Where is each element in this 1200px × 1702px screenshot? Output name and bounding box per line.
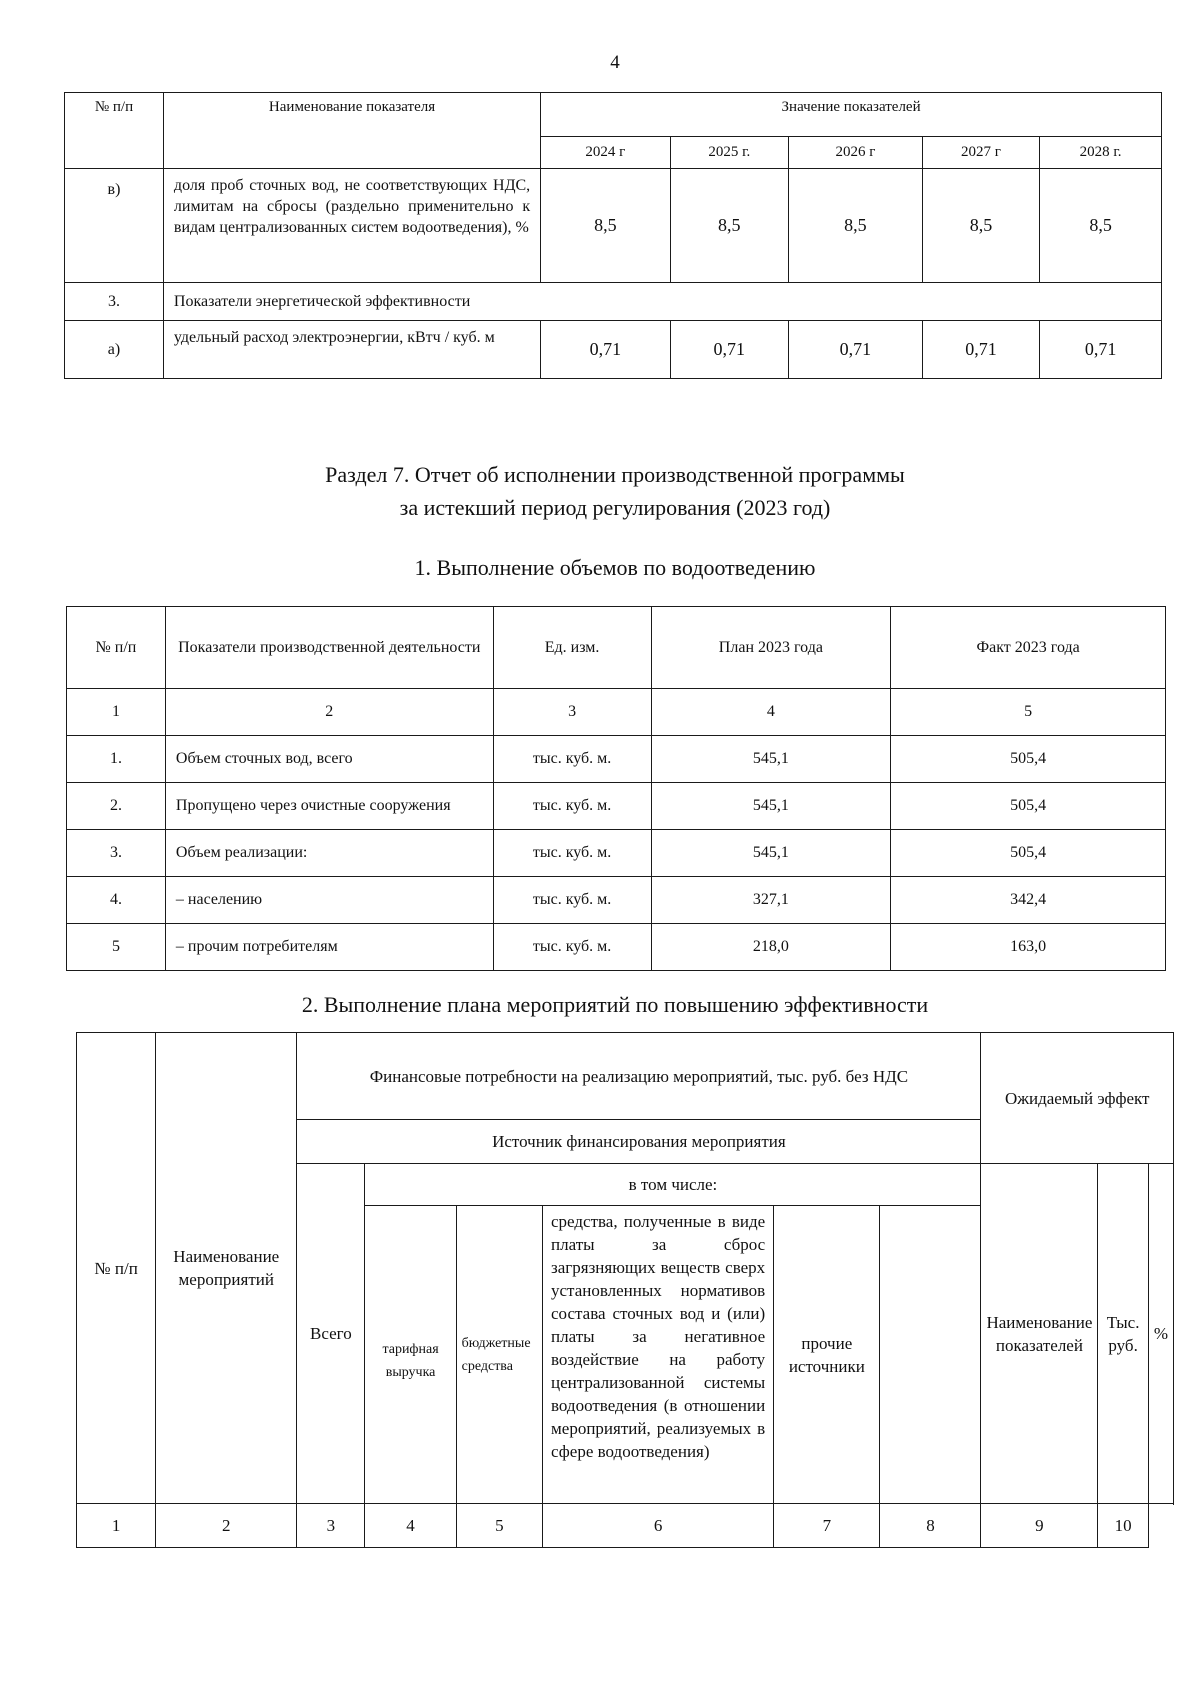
header-fees: средства, полученные в виде платы за сброс загрязняющих веществ сверх установленных нормативов состава сточных вод и (или) платы за негативное воздействие на работу централизованной системы водоотведения (в отношении мероприятий, реализуемых в сфере водоотведения)	[543, 1206, 774, 1504]
col-number: 3	[493, 689, 651, 736]
header-source: Источник финансирования мероприятия	[297, 1120, 981, 1164]
row-unit: тыс. куб. м.	[493, 736, 651, 783]
header-indicator-name: Наименование показателей	[981, 1164, 1098, 1504]
year-2026: 2026 г	[789, 137, 923, 169]
header-values-title: Значение показателей	[541, 93, 1162, 137]
year-2027: 2027 г	[922, 137, 1039, 169]
year-2025: 2025 г.	[670, 137, 789, 169]
col-number: 3	[297, 1504, 365, 1548]
row-name: – населению	[165, 877, 493, 924]
row-name: Пропущено через очистные сооружения	[165, 783, 493, 830]
row-plan: 545,1	[651, 830, 891, 877]
row-plan: 545,1	[651, 783, 891, 830]
row-num: 2.	[67, 783, 166, 830]
col-number: 4	[651, 689, 891, 736]
header-num: № п/п	[77, 1033, 156, 1504]
row-plan: 545,1	[651, 736, 891, 783]
row-fact: 505,4	[891, 783, 1166, 830]
volumes-table	[66, 606, 1166, 971]
col-number: 7	[774, 1504, 880, 1548]
row-fact: 163,0	[891, 924, 1166, 971]
row-name: удельный расход электроэнергии, кВтч / куб. м	[163, 321, 540, 379]
col-number: 2	[156, 1504, 297, 1548]
header-num: № п/п	[67, 607, 166, 689]
subsection-title-1: 1. Выполнение объемов по водоотведению	[414, 555, 816, 580]
row-unit: тыс. куб. м.	[493, 877, 651, 924]
row-num: 5	[67, 924, 166, 971]
value-cell: 8,5	[1040, 169, 1162, 283]
col-number: 9	[981, 1504, 1098, 1548]
row-num: 1.	[67, 736, 166, 783]
col-number: 5	[891, 689, 1166, 736]
header-other: прочие источники	[774, 1206, 880, 1504]
value-cell: 8,5	[541, 169, 670, 283]
row-plan: 218,0	[651, 924, 891, 971]
row-num: 3.	[65, 283, 164, 321]
row-fact: 342,4	[891, 877, 1166, 924]
row-fact: 505,4	[891, 736, 1166, 783]
col-number: 6	[543, 1504, 774, 1548]
value-cell: 0,71	[670, 321, 789, 379]
row-name: Объем реализации:	[165, 830, 493, 877]
value-cell: 8,5	[789, 169, 923, 283]
page-number: 4	[610, 52, 620, 73]
header-effect: Ожидаемый эффект	[981, 1033, 1174, 1164]
table-row	[67, 736, 1166, 783]
value-cell: 8,5	[670, 169, 789, 283]
header-num: № п/п	[65, 93, 164, 169]
header-fin-needs: Финансовые потребности на реализацию мероприятий, тыс. руб. без НДС	[297, 1033, 981, 1120]
header-indicator: Показатели производственной деятельности	[165, 607, 493, 689]
row-num: а)	[65, 321, 164, 379]
year-2028: 2028 г.	[1040, 137, 1162, 169]
header-including: в том числе:	[365, 1164, 981, 1206]
subsection-title-2: 2. Выполнение плана мероприятий по повышению эффективности	[301, 992, 929, 1017]
row-unit: тыс. куб. м.	[493, 924, 651, 971]
header-measure-name: Наименование мероприятий	[156, 1033, 297, 1504]
value-cell: 0,71	[541, 321, 670, 379]
row-name: – прочим потребителям	[165, 924, 493, 971]
row-name: Показатели энергетической эффективности	[163, 283, 1161, 321]
header-name: Наименование показателя	[163, 93, 540, 169]
col-number: 4	[365, 1504, 456, 1548]
table-row	[65, 283, 1162, 321]
row-fact: 505,4	[891, 830, 1166, 877]
row-unit: тыс. куб. м.	[493, 830, 651, 877]
row-unit: тыс. куб. м.	[493, 783, 651, 830]
value-cell: 0,71	[1040, 321, 1162, 379]
col-number: 1	[77, 1504, 156, 1548]
row-name: доля проб сточных вод, не соответствующих НДС, лимитам на сбросы (раздельно применительно к видам централизованных систем водоотведения), %	[163, 169, 540, 283]
col-number: 1	[67, 689, 166, 736]
year-2024: 2024 г	[541, 137, 670, 169]
col-number: 8	[880, 1504, 981, 1548]
table-row	[67, 830, 1166, 877]
indicators-table	[64, 92, 1162, 379]
header-budget: бюджетные средства	[456, 1206, 542, 1504]
table-row	[67, 877, 1166, 924]
table-row	[65, 321, 1162, 379]
header-thousand-rub: Тыс. руб.	[1098, 1164, 1148, 1504]
section-title-line2: за истекший период регулирования (2023 год)	[399, 495, 831, 520]
value-cell: 8,5	[922, 169, 1039, 283]
header-percent: %	[1148, 1164, 1173, 1504]
table-row	[67, 783, 1166, 830]
header-fact: Факт 2023 года	[891, 607, 1166, 689]
row-num: в)	[65, 169, 164, 283]
row-num: 3.	[67, 830, 166, 877]
section-title-line1: Раздел 7. Отчет об исполнении производственной программы	[325, 462, 905, 487]
value-cell: 0,71	[922, 321, 1039, 379]
header-unit: Ед. изм.	[493, 607, 651, 689]
col-number: 10	[1098, 1504, 1148, 1548]
header-total: Всего	[297, 1164, 365, 1504]
measures-table	[76, 1032, 1174, 1548]
table-row	[65, 169, 1162, 283]
header-tariff: тарифная выручка	[365, 1206, 456, 1504]
header-plan: План 2023 года	[651, 607, 891, 689]
table-row	[67, 924, 1166, 971]
col-number: 2	[165, 689, 493, 736]
row-num: 4.	[67, 877, 166, 924]
row-plan: 327,1	[651, 877, 891, 924]
col-number: 5	[456, 1504, 542, 1548]
row-name: Объем сточных вод, всего	[165, 736, 493, 783]
value-cell: 0,71	[789, 321, 923, 379]
